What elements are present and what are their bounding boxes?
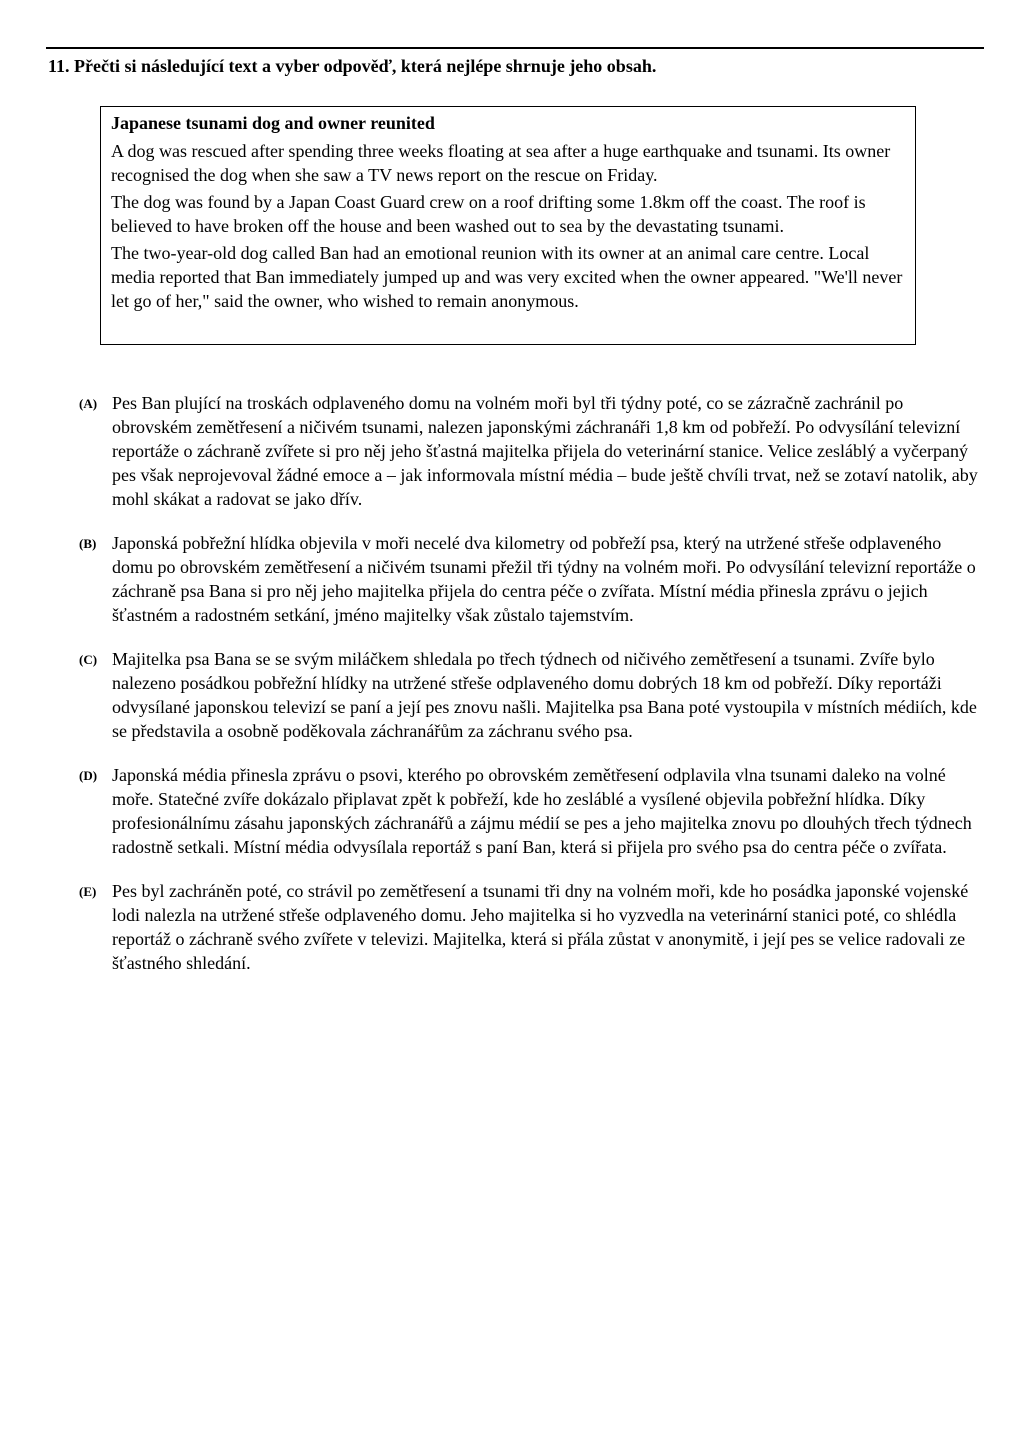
option-a-text: Pes Ban plující na troskách odplaveného domu na volném moři byl tři týdny poté, co se zázračně zachránil po obrovském zemětřesení a ničivém tsunami, nalezen japonskými záchranáři 1,8 km od pobřeží. Po odvysílání televizní reportáže o záchraně zvířete si pro něj jeho šťastná majitelka přijela do veterinární stanice. Velice zesláblý a vyčerpaný pes však neprojevoval žádné emoce a – jak informovala místní média – bude ještě chvíli trvat, než se zotaví natolik, aby mohl skákat a radovat se jako dřív. [112,393,978,509]
question-heading: 11. Přečti si následující text a vyber odpověď, která nejlépe shrnuje jeho obsah. [48,56,657,76]
article-box [100,106,916,345]
option-d-letter: (D) [79,768,98,783]
option-c[interactable] [79,647,984,743]
option-c-letter: (C) [79,652,98,667]
top-divider [46,47,984,49]
option-c-text: Majitelka psa Bana se se svým miláčkem shledala po třech týdnech od ničivého zemětřesení a tsunami. Zvíře bylo nalezeno posádkou pobřežní hlídky na utržené střeše odplaveného domu dobrých 18 km od pobřeží. Díky reportáži odvysílané japonskou televizí se paní a její pes znovu našli. Majitelka psa Bana poté vystoupila v místních médiích, kde se představila a osobně poděkovala záchranářům za záchranu svého psa. [112,649,977,741]
article-title: Japanese tsunami dog and owner reunited [111,113,435,133]
article-paragraph-3: The two-year-old dog called Ban had an emotional reunion with its owner at an animal care centre. Local media reported that Ban immediately jumped up and was very excited when the owner appeared. "We'll never let go of her," said the owner, who wished to remain anonymous. [111,243,903,311]
option-e[interactable] [79,879,984,975]
option-d-text: Japonská média přinesla zprávu o psovi, kterého po obrovském zemětřesení odplavila vlna tsunami daleko na volné moře. Statečné zvíře dokázalo připlavat zpět k pobřeží, kde ho zesláblé a vysílené objevila pobřežní hlídka. Díky profesionálnímu zásahu japonských záchranářů a zájmu médií se pes a jeho majitelka znovu po dlouhých třech týdnech radostně setkali. Místní média odvysílala reportáž s paní Ban, která si přijela pro svého psa do centra péče o zvířata. [112,765,972,857]
option-e-text: Pes byl zachráněn poté, co strávil po zemětřesení a tsunami tři dny na volném moři, kde ho posádka japonské vojenské lodi nalezla na utržené střeše odplaveného domu. Jeho majitelka si ho vyzvedla na veterinární stanici poté, co shlédla reportáž o záchraně svého zvířete v televizi. Majitelka, která si přála zůstat v anonymitě, i její pes se velice radovali ze šťastného shledání. [112,881,969,973]
option-b[interactable] [79,531,984,627]
option-b-letter: (B) [79,536,97,551]
option-b-text: Japonská pobřežní hlídka objevila v moři necelé dva kilometry od pobřeží psa, který na utržené střeše odplaveného domu po obrovském zemětřesení a ničivém tsunami přežil tři týdny na volném moři. Po odvysílání televizní reportáže o záchraně psa Bana si pro něj jeho majitelka přijela do centra péče o zvířata. Místní média přinesla zprávu o jejich šťastném a radostném setkání, jméno majitelky však zůstalo tajemstvím. [112,533,976,625]
article-paragraph-2: The dog was found by a Japan Coast Guard crew on a roof drifting some 1.8km off the coast. The roof is believed to have broken off the house and been washed out to sea by the devastating tsunami. [111,192,866,236]
answer-options [79,391,984,995]
option-a[interactable] [79,391,984,511]
option-a-letter: (A) [79,396,98,411]
article-paragraph-1: A dog was rescued after spending three weeks floating at sea after a huge earthquake and tsunami. Its owner recognised the dog when she saw a TV news report on the rescue on Friday. [111,141,891,185]
option-e-letter: (E) [79,884,97,899]
option-d[interactable] [79,763,984,859]
